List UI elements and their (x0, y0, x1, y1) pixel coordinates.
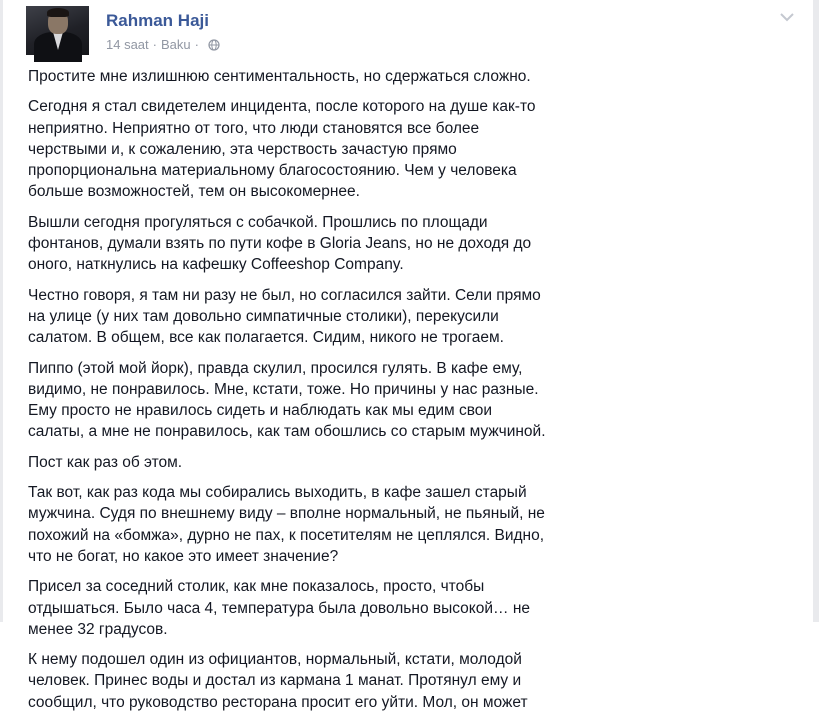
author-avatar[interactable] (26, 6, 89, 55)
left-frame-border (0, 0, 3, 622)
post-paragraph: Пиппо (этой мой йорк), правда скулил, просился гулять. В кафе ему, видимо, не понравилось. Мне, кстати, тоже. Но причины у нас разные. Ему просто не нравилось сидеть и наблюдать как мы едим свои салаты, а мне не понравилось, как там обошлись со старым мужчиной. (28, 359, 546, 441)
meta-separator: · (152, 37, 157, 52)
post-meta (106, 37, 220, 52)
globe-icon[interactable] (208, 39, 220, 51)
post-time-link[interactable]: 14 saat (106, 37, 149, 52)
avatar-hair (47, 8, 69, 17)
post-paragraph: К нему подошел один из официантов, нормальный, кстати, молодой человек. Принес воды и достал из кармана 1 манат. Протянул ему и сообщил, что руководство ресторана просит его уйти. Мол, он может (28, 651, 528, 711)
post-paragraph: Присел за соседний столик, как мне показалось, просто, чтобы отдышаться. Было часа 4, температура была довольно высокой… не менее 32 градусов. (28, 578, 531, 638)
post-paragraph: Так вот, как раз кода мы собирались выходить, в кафе зашел старый мужчина. Судя по внешнему виду – вполне нормальный, не пьяный, не похожий на «бомжа», дурно не пах, к посетителям не цеплялся. Видно, что не богат, но какое это имеет значение? (28, 484, 545, 565)
chevron-down-icon[interactable] (779, 10, 795, 24)
author-name-link[interactable]: Rahman Haji (106, 11, 209, 30)
post-paragraph: Честно говоря, я там ни разу не был, но согласился зайти. Сели прямо на улице (у них там довольно симпатичные столики), перекусили салатом. В общем, все как полагается. Сидим, никого не трогаем. (28, 286, 541, 347)
post-paragraph: Сегодня я стал свидетелем инцидента, после которого на душе как-то неприятно. Неприятно от того, что люди становятся все более черствыми и, к сожалению, эта черствость зачастую прямо пропорциональна материальному благосостоянию. Чем у человека больше возможностей, тем он высокомернее. (28, 98, 536, 201)
post-location-link[interactable]: Baku (161, 37, 191, 52)
post-body (28, 66, 788, 722)
post-header (26, 6, 799, 62)
post-paragraph: Пост как раз об этом. (28, 453, 183, 471)
right-frame-border (813, 0, 819, 622)
post-paragraph: Простите мне излишнюю сентиментальность, но сдержаться сложно. (28, 68, 531, 85)
meta-separator-2: · (194, 37, 199, 52)
post-paragraph: Вышли сегодня прогуляться с собачкой. Прошлись по площади фонтанов, думали взять по пути кофе в Gloria Jeans, но не доходя до оного, наткнулись на кафешку Coffeeshop Company. (28, 213, 532, 274)
